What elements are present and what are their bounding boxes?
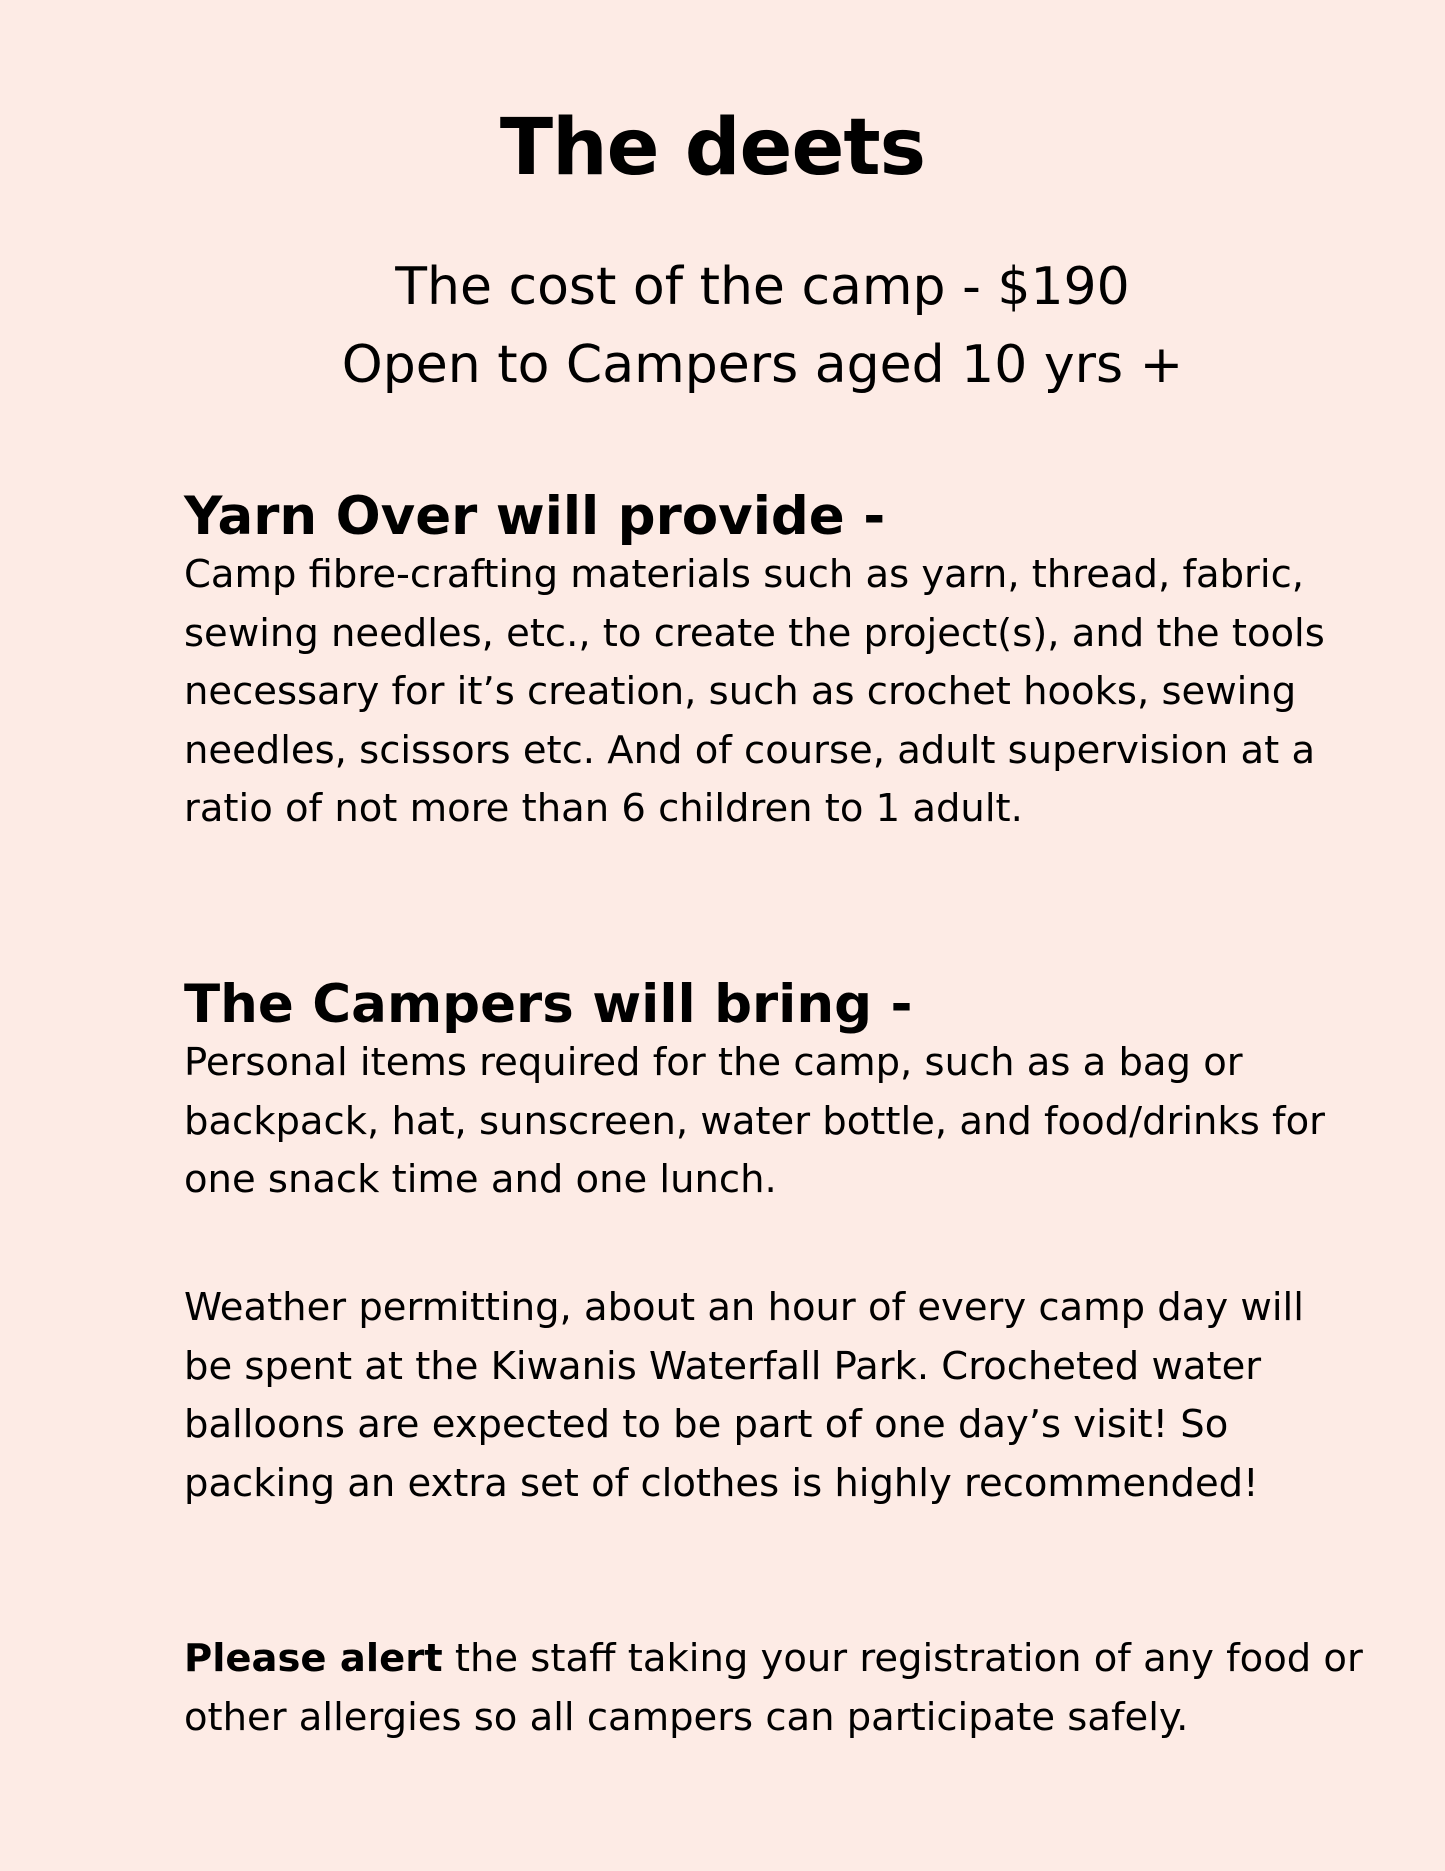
- alert-text: [184, 1630, 1364, 1747]
- bring-heading: The Campers will bring -: [184, 974, 913, 1035]
- bring-section: [184, 970, 1364, 1210]
- weather-section: [184, 1279, 1364, 1513]
- alert-body: the staff taking your registration of any food or other allergies so all campers can participate safely.: [184, 1636, 1363, 1740]
- bring-text: Personal items required for the camp, such as a bag or backpack, hat, sunscreen, water bottle, and food/drinks for one snack time and one lunch.: [184, 1040, 1325, 1202]
- provide-section: [184, 482, 1364, 839]
- alert-bold: Please alert: [184, 1636, 443, 1681]
- alert-section: [184, 1630, 1364, 1747]
- cost-line: The cost of the camp - $190: [395, 257, 1130, 317]
- camp-summary: [0, 248, 1445, 404]
- page-title: The deets: [499, 103, 926, 193]
- age-line: Open to Campers aged 10 yrs +: [341, 335, 1184, 395]
- provide-heading: Yarn Over will provide -: [184, 486, 886, 547]
- provide-text: Camp fibre-crafting materials such as yarn, thread, fabric, sewing needles, etc., to create the project(s), and the tools necessary for it’s creation, such as crochet hooks, sewing needles, scissors etc. And of course, adult supervision at a ratio of not more than 6 children to 1 adult.: [184, 552, 1325, 831]
- weather-text: Weather permitting, about an hour of every camp day will be spent at the Kiwanis Waterfall Park. Crocheted water balloons are expected to be part of one day’s visit! So packing an extra set of clothes is highly recommended!: [184, 1285, 1304, 1506]
